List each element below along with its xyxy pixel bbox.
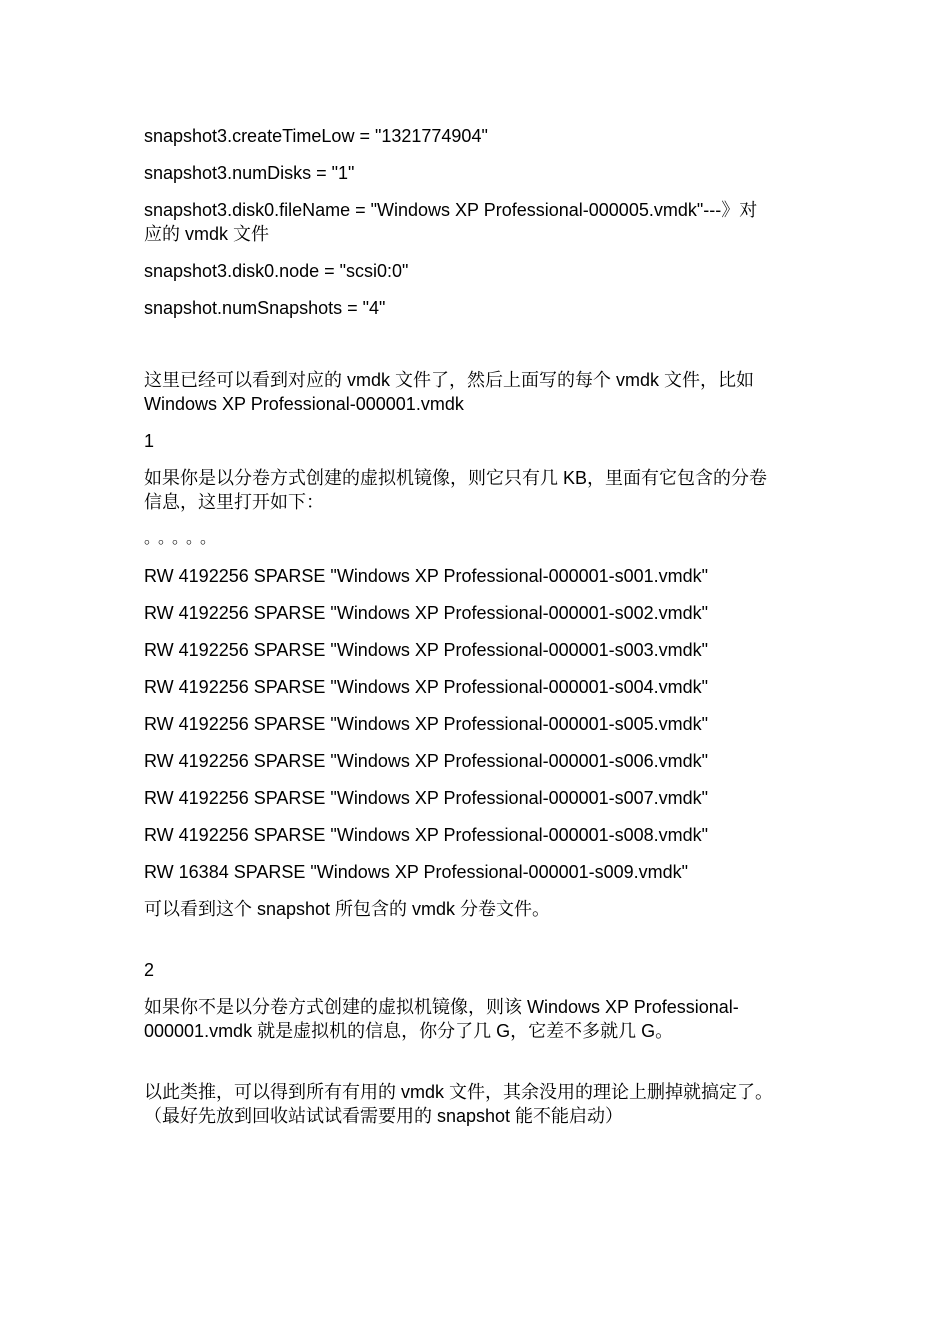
extent-line: RW 4192256 SPARSE "Windows XP Professional-000001-s007.vmdk": [144, 788, 709, 808]
extent-line: RW 4192256 SPARSE "Windows XP Professional-000001-s005.vmdk": [144, 714, 709, 734]
conclusion-line-1: 以此类推，可以得到所有有用的 vmdk 文件，其余没用的理论上删掉就搞定了。: [144, 1082, 774, 1102]
conclusion-line-2: （最好先放到回收站试试看需要用的 snapshot 能不能启动）: [144, 1106, 624, 1126]
section-1-line-2: 信息，这里打开如下：: [144, 492, 324, 512]
config-line-disk-node: snapshot3.disk0.node = "scsi0:0": [144, 261, 409, 281]
filename-line-1: snapshot3.disk0.fileName = "Windows XP Professional-000005.vmdk"---》对: [144, 200, 758, 220]
section-1-summary: 可以看到这个 snapshot 所包含的 vmdk 分卷文件。: [144, 899, 551, 919]
conclusion-paragraph: [144, 1080, 810, 1128]
intro-line-2: Windows XP Professional-000001.vmdk: [144, 394, 464, 414]
config-line-filename: [144, 198, 810, 246]
extent-line: RW 4192256 SPARSE "Windows XP Professional-000001-s004.vmdk": [144, 677, 709, 697]
section-2-paragraph: [144, 995, 810, 1043]
extent-line: RW 4192256 SPARSE "Windows XP Professional-000001-s003.vmdk": [144, 640, 709, 660]
extent-line: RW 16384 SPARSE "Windows XP Professional-000001-s009.vmdk": [144, 862, 689, 882]
filename-line-2: 应的 vmdk 文件: [144, 224, 270, 244]
section-1-paragraph: [144, 466, 810, 514]
section-2-line-1: 如果你不是以分卷方式创建的虚拟机镜像，则该 Windows XP Professional-: [144, 997, 739, 1017]
extent-line: RW 4192256 SPARSE "Windows XP Professional-000001-s001.vmdk": [144, 566, 709, 586]
section-1-number: 1: [144, 431, 155, 451]
config-line-create-time: snapshot3.createTimeLow = "1321774904": [144, 126, 488, 146]
intro-paragraph: [144, 368, 810, 416]
config-line-num-disks: snapshot3.numDisks = "1": [144, 163, 355, 183]
extent-line: RW 4192256 SPARSE "Windows XP Professional-000001-s008.vmdk": [144, 825, 709, 845]
section-2-line-2: 000001.vmdk 就是虚拟机的信息，你分了几 G，它差不多就几 G。: [144, 1021, 674, 1041]
document-body: [144, 124, 810, 1141]
intro-line-1: 这里已经可以看到对应的 vmdk 文件了，然后上面写的每个 vmdk 文件，比如: [144, 370, 755, 390]
extent-line: RW 4192256 SPARSE "Windows XP Professional-000001-s002.vmdk": [144, 603, 709, 623]
section-2-number: 2: [144, 960, 155, 980]
spacer: [144, 333, 810, 368]
ellipsis-line: 。。。。。: [144, 530, 223, 547]
extent-line: RW 4192256 SPARSE "Windows XP Professional-000001-s006.vmdk": [144, 751, 709, 771]
spacer: [144, 1056, 810, 1080]
config-line-num-snapshots: snapshot.numSnapshots = "4": [144, 298, 386, 318]
section-1-line-1: 如果你是以分卷方式创建的虚拟机镜像，则它只有几 KB，里面有它包含的分卷: [144, 468, 768, 488]
spacer: [144, 934, 810, 958]
